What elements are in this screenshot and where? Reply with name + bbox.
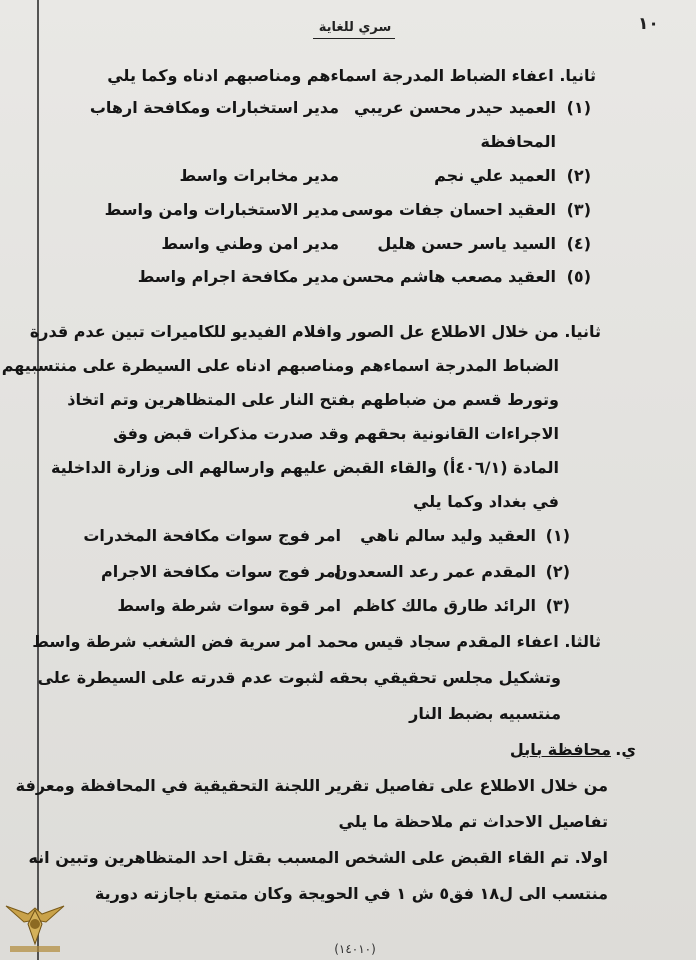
list-item-name: المقدم عمر رعد السعدون	[333, 562, 536, 581]
list-item-number: (١)	[566, 98, 591, 117]
list-item-name: السيد ياسر حسن هليل	[377, 234, 556, 253]
paragraph-line: منتسبيه بضبط النار	[409, 704, 561, 723]
paragraph-line: الاجراءات القانونية بحقهم وقد صدرت مذكرات قبض وفق	[113, 424, 559, 443]
paragraph-line: تفاصيل الاحداث تم ملاحظة ما يلي	[338, 812, 608, 831]
paragraph-line: الضباط المدرجة اسماءهم ومناصبهم ادناه على السيطرة على منتسبيهم	[1, 356, 559, 375]
list-item-name: العقيد احسان جفات موسى	[341, 200, 556, 219]
page-mark: ١٠	[638, 14, 659, 34]
list-item-name: العميد حيدر محسن عريبي	[354, 98, 556, 117]
list-item-role: امر فوج سوات مكافحة الاجرام	[100, 562, 341, 581]
list-item-role: مدير الاستخبارات وامن واسط	[104, 200, 339, 219]
list-item-name: العقيد وليد سالم ناهي	[360, 526, 536, 545]
list-item-name: العقيد مصعب هاشم محسن	[342, 267, 556, 286]
header-underline	[313, 38, 395, 39]
paragraph-line: ثانيا. من خلال الاطلاع عل الصور وافلام الفيديو للكاميرات تبين عدم قدرة	[29, 322, 601, 341]
paragraph-line: في بغداد وكما يلي	[412, 492, 559, 511]
paragraph-line: ثالثا. اعفاء المقدم سجاد قيس محمد امر سرية فض الشغب شرطة واسط	[32, 632, 601, 651]
list-item-number: (٢)	[545, 562, 570, 581]
list-item-number: (٣)	[545, 596, 570, 615]
list-item-name: العميد علي نجم	[434, 166, 556, 185]
section-title: محافظة بابل	[509, 740, 611, 759]
footer-reference: (١٤٠١٠)	[334, 942, 376, 956]
paragraph-line: المادة (٤٠٦/١أ) والقاء القبض عليهم وارسالهم الى وزارة الداخلية	[50, 458, 559, 477]
list-item-role: امر فوج سوات مكافحة المخدرات	[83, 526, 341, 545]
classification-header: سري للغاية	[318, 20, 392, 35]
paragraph-line: منتسب الى ل١٨ فق٥ ش ١ في الحويجة وكان متمتع باجازته دورية	[94, 884, 608, 903]
list-item-role: مدير استخبارات ومكافحة ارهاب	[89, 98, 339, 117]
list-item-number: (٥)	[566, 267, 591, 286]
list-item-role: مدير مخابرات واسط	[179, 166, 339, 185]
list-item-number: (٢)	[566, 166, 591, 185]
paragraph-line: اولا. تم القاء القبض على الشخص المسبب بقتل احد المتظاهرين وتبين انه	[28, 848, 608, 867]
list-item-role: مدير امن وطني واسط	[161, 234, 339, 253]
list-item-number: (٤)	[566, 234, 591, 253]
list-item-role-continued: المحافظة	[480, 132, 556, 151]
forum-logo-icon	[4, 894, 66, 958]
section-a-heading: ثانيا. اعفاء الضباط المدرجة اسماءهم ومناصبهم ادناه وكما يلي	[107, 66, 596, 85]
section-prefix: ي.	[615, 740, 636, 759]
margin-line	[37, 0, 39, 960]
list-item-number: (٣)	[566, 200, 591, 219]
paragraph-line: وتشكيل مجلس تحقيقي بحقه لثبوت عدم قدرته على السيطرة على	[37, 668, 561, 687]
list-item-role: مدير مكافحة اجرام واسط	[137, 267, 339, 286]
list-item-role: امر قوة سوات شرطة واسط	[117, 596, 341, 615]
paragraph-line: من خلال الاطلاع على تفاصيل تقرير اللجنة التحقيقية في المحافظة ومعرفة	[15, 776, 608, 795]
list-item-name: الرائد طارق مالك كاظم	[352, 596, 536, 615]
paragraph-line: وتورط قسم من ضباطهم بفتح النار على المتظاهرين وتم اتخاذ	[67, 390, 559, 409]
list-item-number: (١)	[545, 526, 570, 545]
